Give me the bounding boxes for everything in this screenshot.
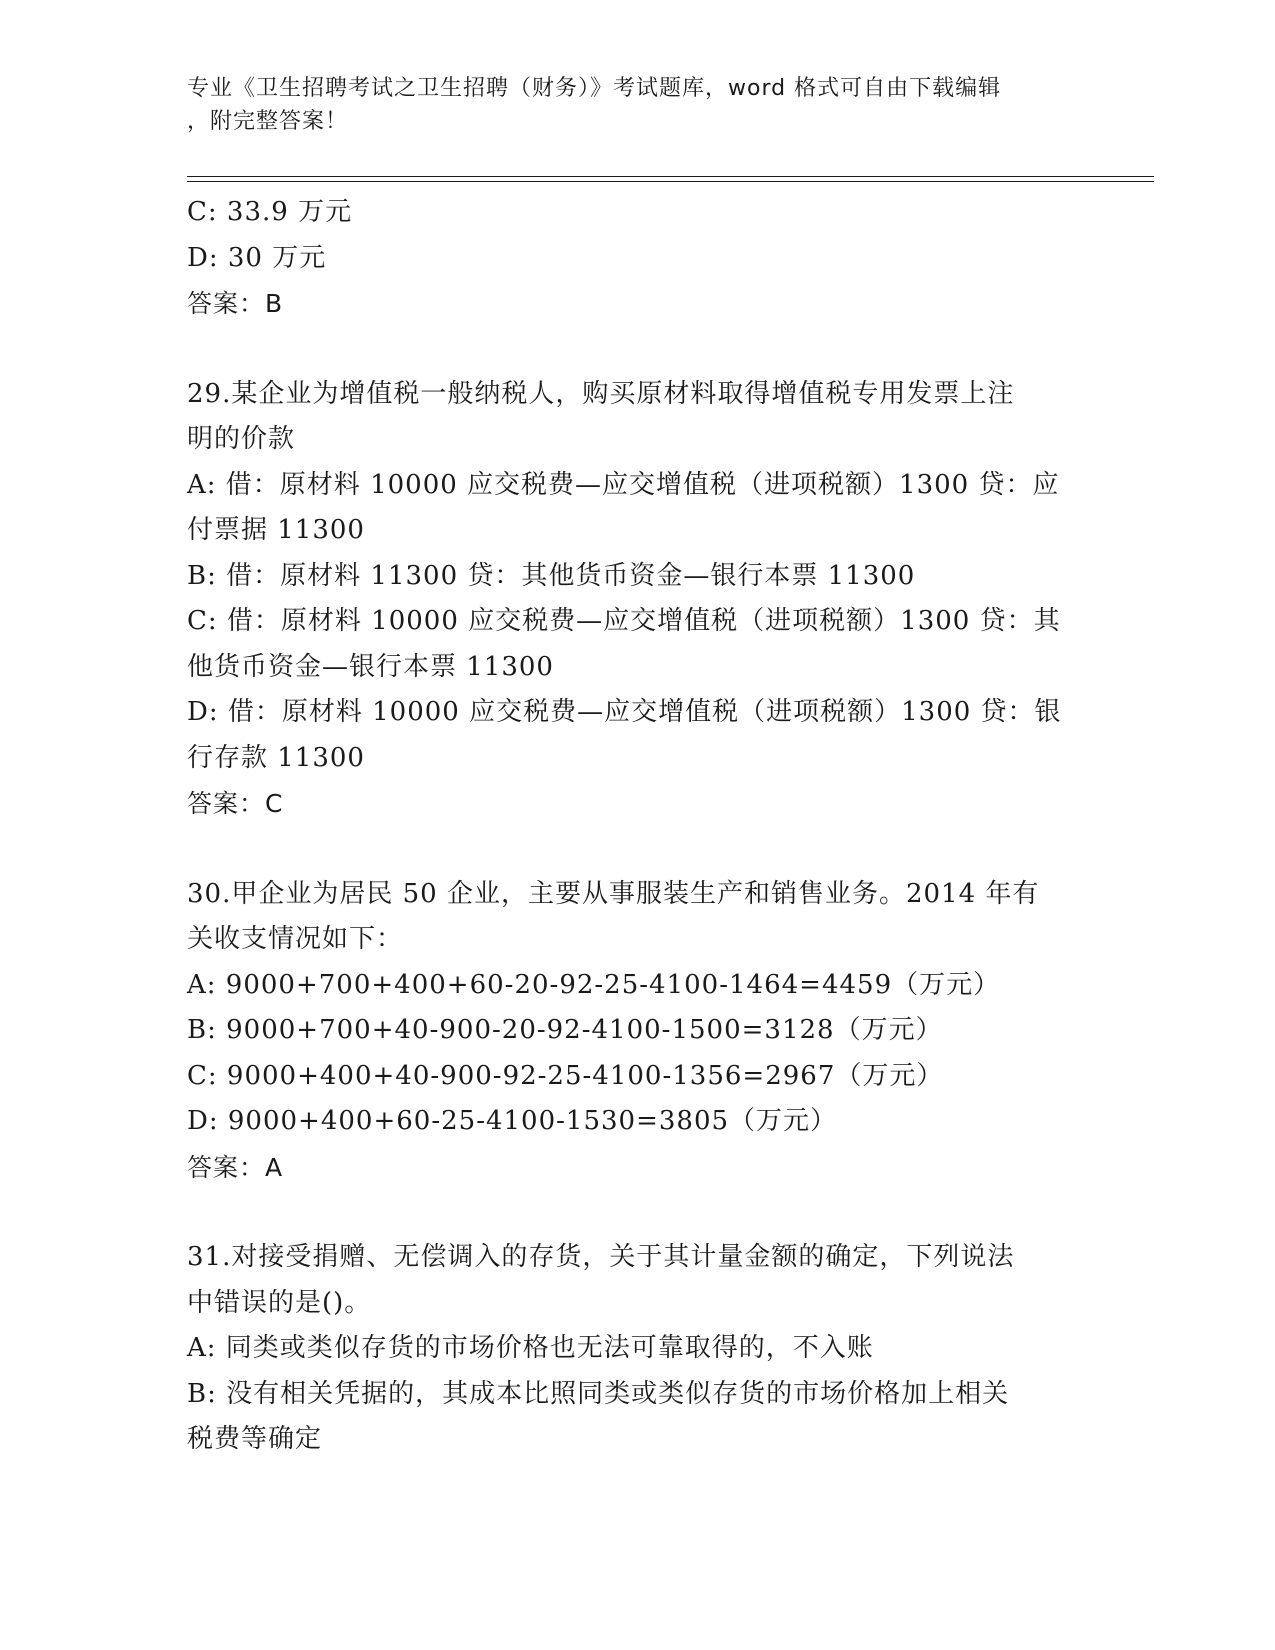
q31-stem-line-2: 中错误的是()。 [187,1287,372,1318]
spacer [187,1190,1087,1235]
q29-option-a-line-2: 付票据 11300 [187,515,365,545]
header-divider-top [187,176,1154,177]
q31-option-a: A: 同类或类似存货的市场价格也无法可靠取得的，不入账 [187,1333,874,1363]
q28-option-c: C: 33.9 万元 [187,197,353,227]
q28-answer: 答案：B [187,289,284,318]
header-line-1: 专业《卫生招聘考试之卫生招聘（财务）》考试题库，word 格式可自由下载编辑 [187,76,1002,101]
q29-option-b: B: 借：原材料 11300 贷：其他货币资金—银行本票 11300 [187,560,916,591]
spacer [187,327,1087,372]
document-body [187,190,1087,1463]
q29-option-c-line-2: 他货币资金—银行本票 11300 [187,651,554,682]
q30-option-d: D: 9000+400+60-25-4100-1530=3805（万元） [187,1106,838,1136]
q29-option-d-line-2: 行存款 11300 [187,742,365,773]
q30-stem-line-2: 关收支情况如下： [187,924,404,954]
header-divider-bottom [187,181,1154,182]
q29-answer: 答案：C [187,789,284,818]
header-line-2: ，附完整答案！ [187,109,349,134]
q30-stem-line-1: 30.甲企业为居民 50 企业，主要从事服装生产和销售业务。2014 年有 [187,878,1040,909]
spacer [187,827,1087,872]
q31-option-b-line-2: 税费等确定 [187,1424,323,1454]
question-29 [187,372,1087,827]
q28-option-d: D: 30 万元 [187,242,327,273]
q31-option-b-line-1: B: 没有相关凭据的，其成本比照同类或类似存货的市场价格加上相关 [187,1378,1010,1409]
q30-option-b: B: 9000+700+40-900-20-92-4100-1500=3128（万元） [187,1015,943,1045]
q31-stem-line-1: 31.对接受捐赠、无偿调入的存货，关于其计量金额的确定，下列说法 [187,1242,1015,1272]
q30-answer: 答案：A [187,1152,284,1182]
question-31 [187,1235,1087,1463]
question-28-fragment [187,190,1087,327]
q29-stem-line-2: 明的价款 [187,424,296,454]
q29-stem-line-1: 29.某企业为增值税一般纳税人，购买原材料取得增值税专用发票上注 [187,378,1015,409]
q29-option-a-line-1: A: 借：原材料 10000 应交税费—应交增值税（进项税额）1300 贷：应 [187,469,1060,500]
question-30 [187,872,1087,1191]
q30-option-c: C: 9000+400+40-900-92-25-4100-1356=2967（万元） [187,1060,944,1091]
document-header [187,72,1087,138]
q29-option-c-line-1: C: 借：原材料 10000 应交税费—应交增值税（进项税额）1300 贷：其 [187,606,1061,636]
q29-option-d-line-1: D: 借：原材料 10000 应交税费—应交增值税（进项税额）1300 贷：银 [187,697,1062,727]
q30-option-a: A: 9000+700+400+60-20-92-25-4100-1464=4459（万元） [187,969,1001,1000]
